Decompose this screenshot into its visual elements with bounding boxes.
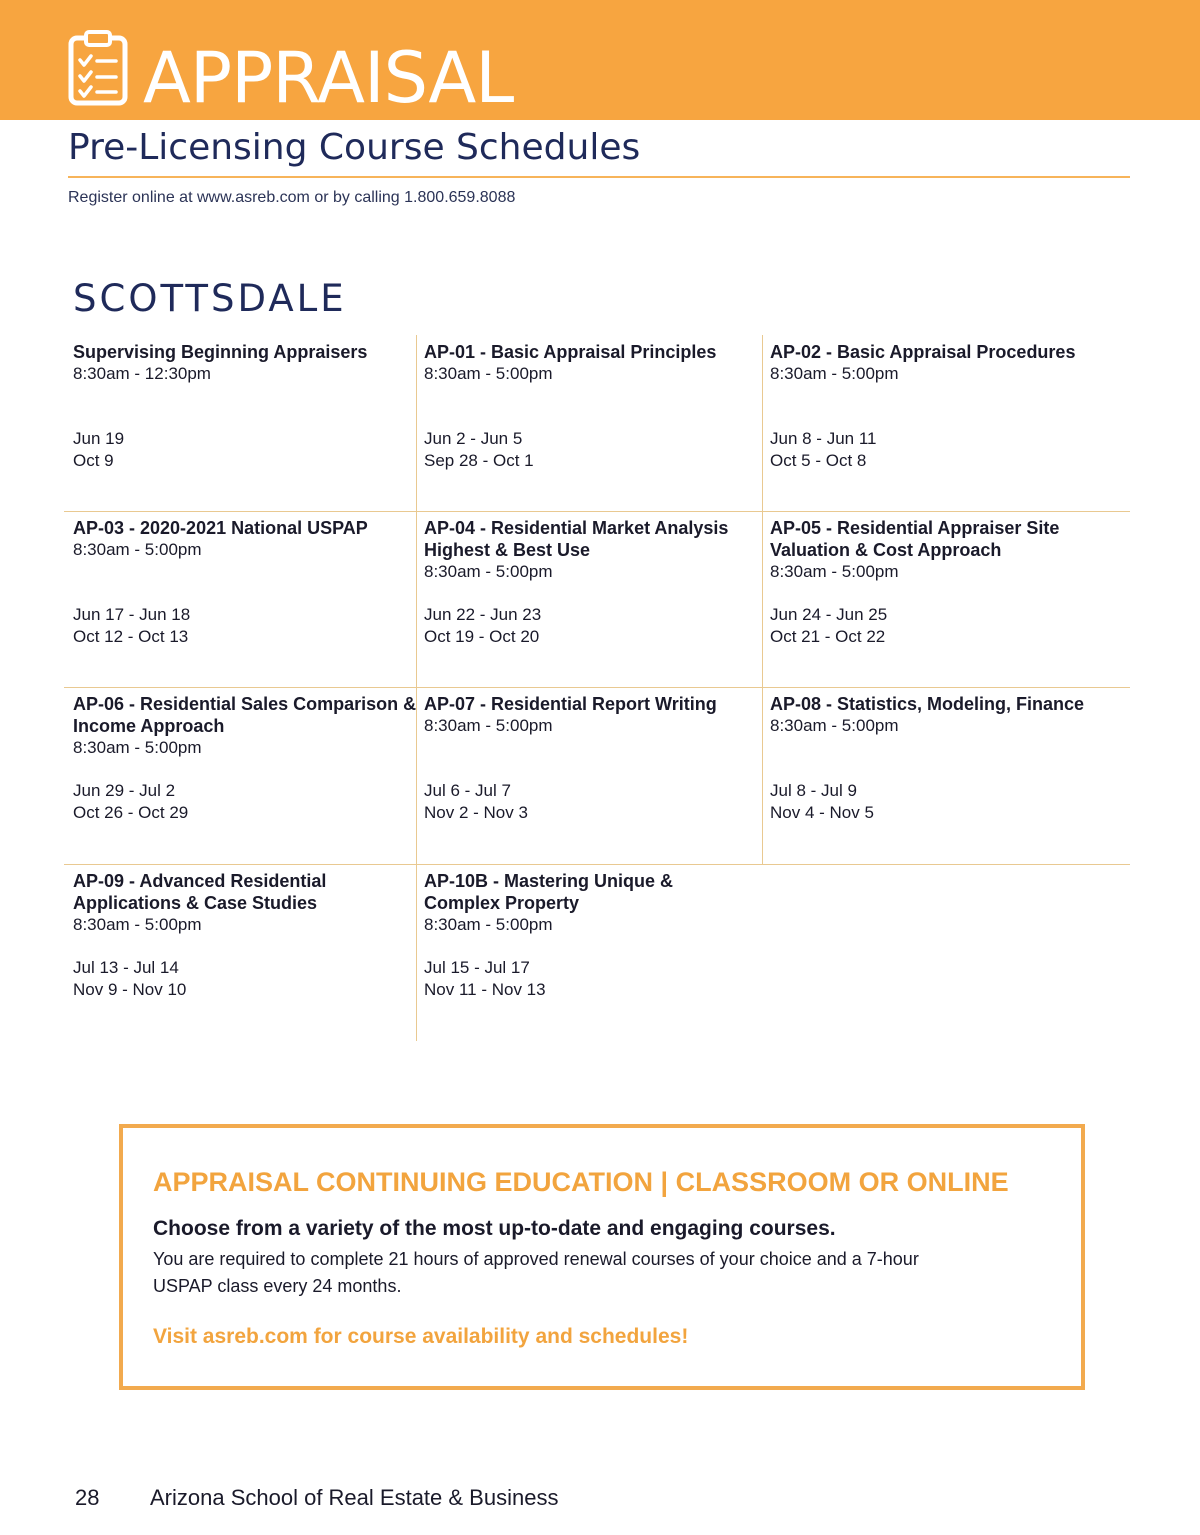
course-cell [770,517,1100,687]
course-date: Jul 8 - Jul 9 [770,781,857,800]
course-time: 8:30am - 5:00pm [424,915,553,934]
course-date: Jun 2 - Jun 5 [424,429,523,448]
course-grid [64,335,1130,1041]
course-name: AP-04 - Residential Market Analysis Highest & Best Use [424,518,729,560]
ce-link[interactable]: Visit asreb.com for course availability and schedules! [153,1325,689,1348]
course-date: Oct 21 - Oct 22 [770,627,886,646]
grid-divider [762,335,763,865]
course-name: AP-05 - Residential Appraiser Site Valuation & Cost Approach [770,518,1060,560]
course-date: Jun 8 - Jun 11 [770,429,877,448]
grid-divider [64,864,1130,865]
course-date: Jun 17 - Jun 18 [73,605,191,624]
course-date: Oct 19 - Oct 20 [424,627,540,646]
course-cell [770,341,1125,511]
course-date: Jun 22 - Jun 23 [424,605,542,624]
footer-school-name: Arizona School of Real Estate & Business [150,1485,559,1510]
course-cell [73,517,413,687]
course-time: 8:30am - 5:00pm [73,915,202,934]
course-date: Nov 11 - Nov 13 [424,980,546,999]
course-name: AP-09 - Advanced Residential Applications & Case Studies [73,871,327,913]
city-heading: SCOTTSDALE [73,277,347,320]
clipboard-checklist-icon [68,30,128,106]
course-cell [73,870,373,1040]
course-cell [424,693,764,863]
course-cell [770,693,1125,863]
course-date: Nov 4 - Nov 5 [770,803,874,822]
divider [68,176,1130,178]
course-time: 8:30am - 5:00pm [424,364,553,383]
course-time: 8:30am - 5:00pm [770,562,899,581]
course-time: 8:30am - 5:00pm [770,364,899,383]
course-date: Jun 29 - Jul 2 [73,781,176,800]
course-name: AP-10B - Mastering Unique & Complex Property [424,871,674,913]
course-cell [73,693,418,863]
course-time: 8:30am - 5:00pm [73,540,202,559]
course-name: AP-07 - Residential Report Writing [424,694,717,714]
course-date: Jul 13 - Jul 14 [73,958,179,977]
grid-divider [416,335,417,1041]
course-date: Oct 9 [73,451,114,470]
ce-body: You are required to complete 21 hours of approved renewal courses of your choice and a 7-hour USPAP class every 24 months. [153,1249,919,1296]
course-name: AP-02 - Basic Appraisal Procedures [770,342,1076,362]
course-name: AP-03 - 2020-2021 National USPAP [73,518,368,538]
course-date: Oct 12 - Oct 13 [73,627,189,646]
page-title: APPRAISAL [143,37,514,119]
course-name: AP-08 - Statistics, Modeling, Finance [770,694,1085,714]
course-time: 8:30am - 5:00pm [424,716,553,735]
course-date: Jun 19 [73,429,125,448]
course-date: Jun 24 - Jun 25 [770,605,888,624]
course-name: AP-06 - Residential Sales Comparison & Income Approach [73,694,417,736]
register-note: Register online at www.asreb.com or by calling 1.800.659.8088 [68,189,516,206]
course-time: 8:30am - 5:00pm [73,738,202,757]
course-name: AP-01 - Basic Appraisal Principles [424,342,717,362]
grid-divider [64,511,1130,512]
course-date: Sep 28 - Oct 1 [424,451,534,470]
page-number: 28 [75,1485,100,1510]
course-time: 8:30am - 5:00pm [770,716,899,735]
header-banner [0,0,1200,120]
ce-lead: Choose from a variety of the most up-to-date and engaging courses. [153,1217,836,1240]
course-cell [424,870,714,1040]
course-name: Supervising Beginning Appraisers [73,342,368,362]
course-date: Nov 2 - Nov 3 [424,803,528,822]
course-date: Jul 6 - Jul 7 [424,781,511,800]
ce-heading: APPRAISAL CONTINUING EDUCATION | CLASSROOM OR ONLINE [153,1167,1009,1197]
page-subtitle: Pre-Licensing Course Schedules [68,127,641,168]
course-time: 8:30am - 5:00pm [424,562,553,581]
course-date: Oct 5 - Oct 8 [770,451,867,470]
course-date: Nov 9 - Nov 10 [73,980,187,999]
grid-divider [64,687,1130,688]
course-time: 8:30am - 12:30pm [73,364,211,383]
course-cell [73,341,413,511]
course-date: Jul 15 - Jul 17 [424,958,530,977]
course-cell [424,517,754,687]
continuing-education-box [119,1124,1085,1390]
course-cell [424,341,764,511]
course-date: Oct 26 - Oct 29 [73,803,189,822]
